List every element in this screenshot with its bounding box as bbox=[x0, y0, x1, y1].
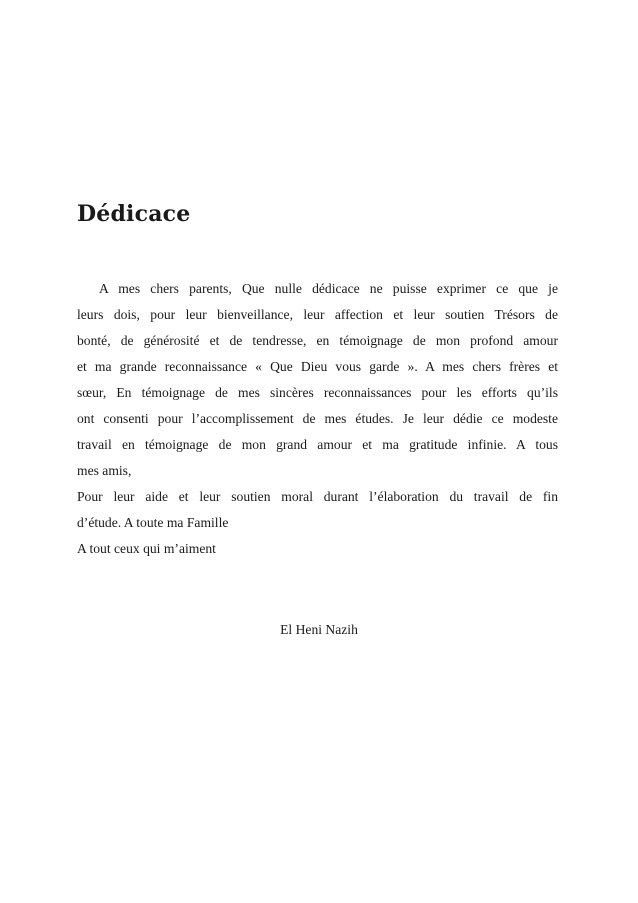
text-line: et ma grande reconnaissance « Que Dieu vous garde ». A mes chers frères et bbox=[77, 359, 558, 374]
page-title: Dédicace bbox=[77, 201, 191, 227]
text-line: bonté, de générosité et de tendresse, en témoignage de mon profond amour bbox=[77, 333, 558, 348]
text-line: ont consenti pour l’accomplissement de mes études. Je leur dédie ce modeste bbox=[77, 411, 558, 426]
text-line: leurs dois, pour leur bienveillance, leur affection et leur soutien Trésors de bbox=[77, 307, 558, 322]
signature: El Heni Nazih bbox=[280, 622, 358, 637]
text-line: mes amis, bbox=[77, 463, 132, 478]
text-line: A mes chers parents, Que nulle dédicace ne puisse exprimer ce que je bbox=[99, 281, 558, 296]
text-line: sœur, En témoignage de mes sincères reconnaissances pour les efforts qu’ils bbox=[77, 385, 558, 400]
text-line: d’étude. A toute ma Famille bbox=[77, 515, 229, 530]
dedication-text bbox=[77, 276, 558, 562]
text-line: travail en témoignage de mon grand amour et ma gratitude infinie. A tous bbox=[77, 437, 558, 452]
text-line: A tout ceux qui m’aiment bbox=[77, 541, 216, 556]
text-line: Pour leur aide et leur soutien moral durant l’élaboration du travail de fin bbox=[77, 489, 558, 504]
